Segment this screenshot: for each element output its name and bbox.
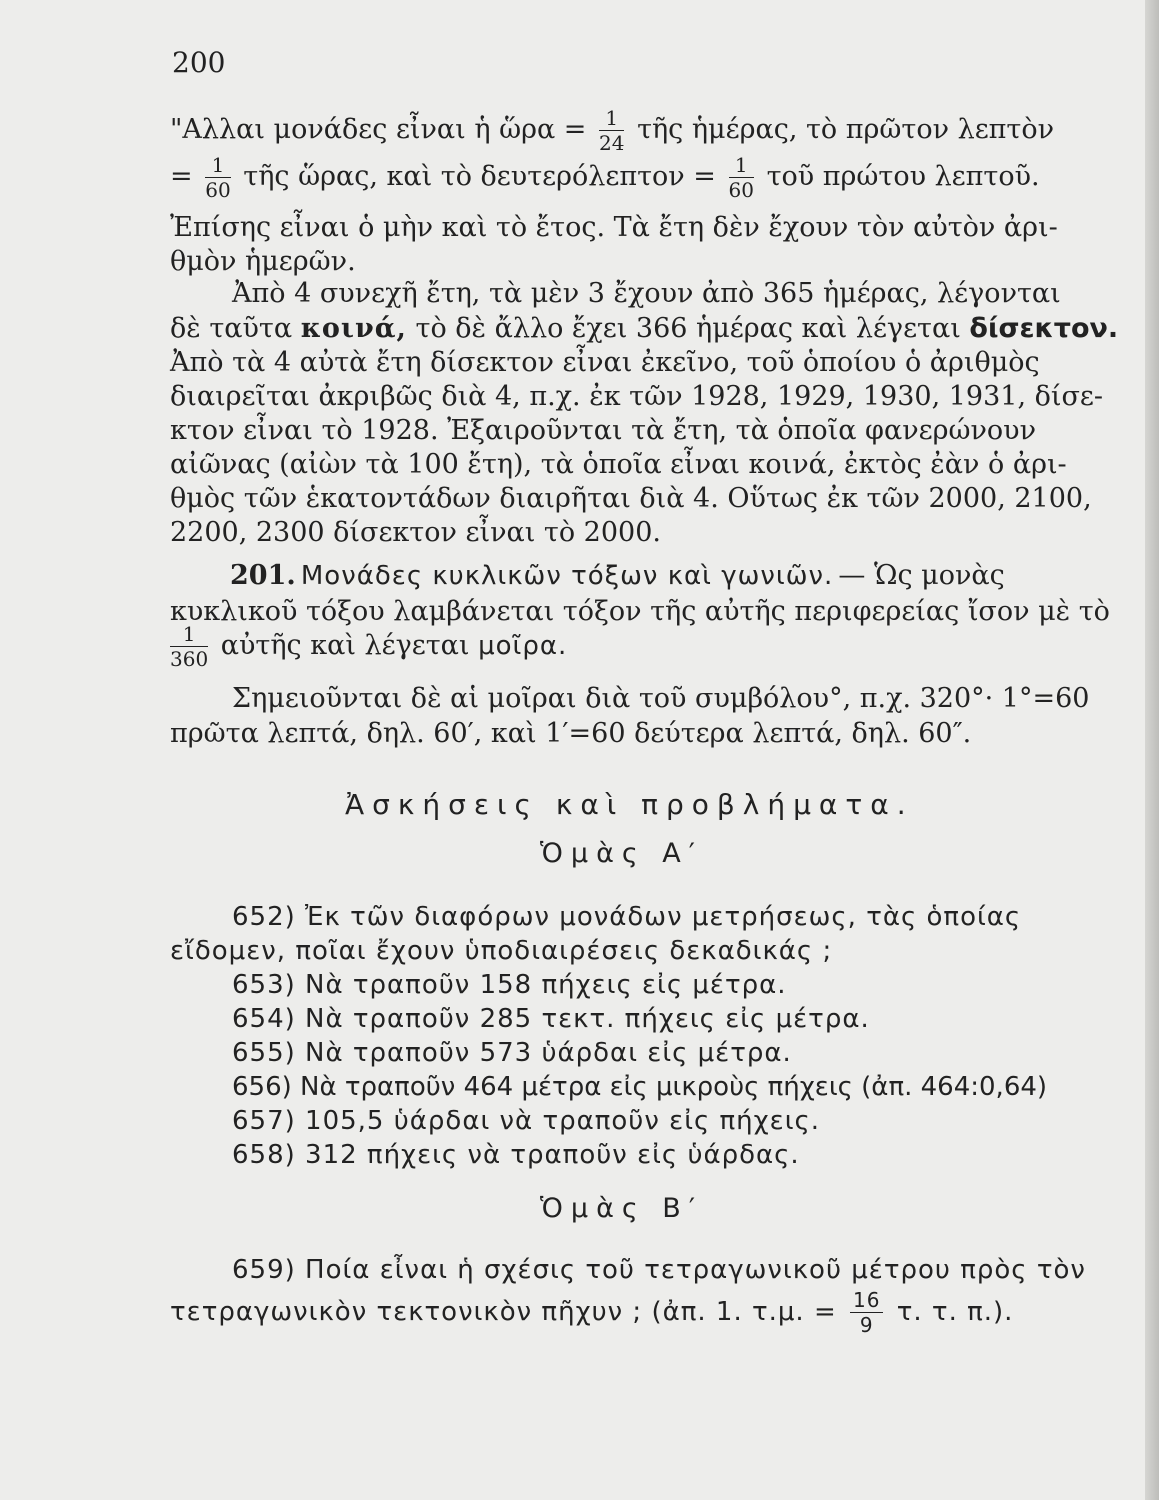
fraction-denominator: 24	[599, 131, 625, 155]
page-edge-shadow	[1145, 0, 1159, 1500]
exercise-659-line-2	[170, 1290, 1013, 1335]
term-koina: κοινά,	[300, 313, 407, 344]
exercise-654: 654) Νὰ τραποῦν 285 τεκτ. πήχεις εἰς μέτρα.	[232, 1004, 870, 1034]
fraction-denominator: 60	[205, 178, 231, 202]
fraction-1-60-a	[205, 155, 230, 200]
fraction-numerator: 1	[170, 624, 208, 647]
section-heading: Μονάδες κυκλικῶν τόξων καὶ γωνιῶν.	[300, 561, 834, 591]
paragraph-1-line-3: Ἐπίσης εἶναι ὁ μὴν καὶ τὸ ἔτος. Τὰ ἔτη δὲν ἔχουν τὸν αὐτὸν ἀρι-	[170, 212, 1058, 243]
group-b-heading: Ὁμὰς Β′	[540, 1193, 703, 1224]
text-segment: "Αλλαι μονάδες εἶναι ἡ ὥρα =	[170, 114, 587, 145]
paragraph-2-line-8: 2200, 2300 δίσεκτον εἶναι τὸ 2000.	[170, 517, 661, 548]
paragraph-2-line-4: διαιρεῖται ἀκριβῶς διὰ 4, π.χ. ἐκ τῶν 1928, 1929, 1930, 1931, δίσε-	[170, 381, 1103, 412]
paragraph-2-line-6: αἰῶνας (αἰὼν τὰ 100 ἔτη), τὰ ὁποῖα εἶναι κοινά, ἐκτὸς ἐὰν ὁ ἀρι-	[170, 449, 1067, 480]
paragraph-2-line-3: Ἀπὸ τὰ 4 αὐτὰ ἔτη δίσεκτον εἶναι ἐκεῖνο, τοῦ ὁποίου ὁ ἀριθμὸς	[170, 347, 1040, 378]
paragraph-2-line-1: Ἀπὸ 4 συνεχῆ ἔτη, τὰ μὲν 3 ἔχουν ἀπὸ 365 ἡμέρας, λέγονται	[232, 278, 1061, 309]
section-201-line-2: κυκλικοῦ τόξου λαμβάνεται τόξον τῆς αὐτῆς περιφερείας ἴσον μὲ τὸ	[170, 596, 1110, 627]
text-segment: αὐτῆς καὶ λέγεται	[220, 630, 470, 661]
term-disekton: δίσεκτον.	[969, 313, 1119, 344]
fraction-numerator: 1	[205, 155, 230, 178]
paragraph-4-line-2: πρῶτα λεπτά, δηλ. 60′, καὶ 1′=60 δεύτερα λεπτά, δηλ. 60″.	[170, 718, 972, 749]
text-segment: τῆς ἡμέρας, τὸ πρῶτον λεπτὸν	[637, 114, 1055, 145]
text-segment: τοῦ πρώτου λεπτοῦ.	[766, 161, 1040, 192]
text-segment: τ. τ. π.).	[896, 1297, 1014, 1327]
paragraph-2-line-2	[170, 313, 1118, 344]
paragraph-2-line-5: κτον εἶναι τὸ 1928. Ἐξαιροῦνται τὰ ἔτη, τὰ ὁποῖα φανερώνουν	[170, 415, 1036, 446]
fraction-numerator: 16	[850, 1290, 883, 1313]
exercise-657: 657) 105,5 ὑάρδαι νὰ τραποῦν εἰς πήχεις.	[232, 1106, 821, 1136]
fraction-numerator: 1	[599, 108, 624, 131]
fraction-16-9	[850, 1290, 883, 1335]
text-segment: — Ὡς μονὰς	[838, 560, 1005, 591]
exercise-658: 658) 312 πήχεις νὰ τραποῦν εἰς ὑάρδας.	[232, 1140, 800, 1170]
fraction-denominator: 60	[728, 178, 754, 202]
fraction-denominator: 9	[859, 1313, 874, 1337]
fraction-1-60-b	[729, 155, 754, 200]
paragraph-1-line-4: θμὸν ἡμερῶν.	[170, 246, 356, 277]
text-segment: τὸ δὲ ἄλλο ἔχει 366 ἡμέρας καὶ λέγεται	[415, 313, 961, 344]
exercise-659-line-1: 659) Ποία εἶναι ἡ σχέσις τοῦ τετραγωνικοῦ μέτρου πρὸς τὸν	[232, 1255, 1086, 1285]
exercise-656: 656) Νὰ τραποῦν 464 μέτρα εἰς μικροὺς πήχεις (ἀπ. 464:0,64)	[232, 1072, 1048, 1102]
exercise-652-line-1: 652) Ἐκ τῶν διαφόρων μονάδων μετρήσεως, τὰς ὁποίας	[232, 902, 1022, 932]
text-segment: τῆς ὥρας, καὶ τὸ δευτερόλεπτον =	[243, 161, 716, 192]
fraction-1-24	[599, 108, 624, 153]
term-moira: μοῖρα.	[478, 631, 568, 661]
fraction-1-360	[170, 624, 208, 669]
paragraph-1-line-1	[170, 108, 1054, 153]
exercises-title: Ἀσκήσεις καὶ προβλήματα.	[345, 788, 914, 821]
text-segment: =	[170, 161, 193, 192]
page-number: 200	[172, 46, 226, 79]
paragraph-4-line-1: Σημειοῦνται δὲ αἱ μοῖραι διὰ τοῦ συμβόλου°, π.χ. 320°· 1°=60	[232, 683, 1090, 714]
text-segment: τετραγωνικὸν τεκτονικὸν πῆχυν ; (ἀπ. 1. τ.μ. =	[170, 1297, 837, 1327]
section-number: 201.	[230, 560, 296, 591]
fraction-denominator: 360	[170, 647, 209, 671]
section-201-line-3	[166, 624, 567, 669]
exercise-653: 653) Νὰ τραποῦν 158 πήχεις εἰς μέτρα.	[232, 970, 787, 1000]
group-a-heading: Ὁμὰς Α′	[540, 838, 703, 869]
exercise-655: 655) Νὰ τραποῦν 573 ὑάρδαι εἰς μέτρα.	[232, 1038, 792, 1068]
paragraph-1-line-2	[170, 155, 1040, 200]
fraction-numerator: 1	[729, 155, 754, 178]
exercise-652-line-2: εἴδομεν, ποῖαι ἔχουν ὑποδιαιρέσεις δεκαδικάς ;	[170, 936, 833, 966]
section-201-line-1	[230, 560, 1005, 591]
text-segment: δὲ ταῦτα	[170, 313, 293, 344]
paragraph-2-line-7: θμὸς τῶν ἑκατοντάδων διαιρῆται διὰ 4. Οὕτως ἐκ τῶν 2000, 2100,	[170, 483, 1092, 514]
